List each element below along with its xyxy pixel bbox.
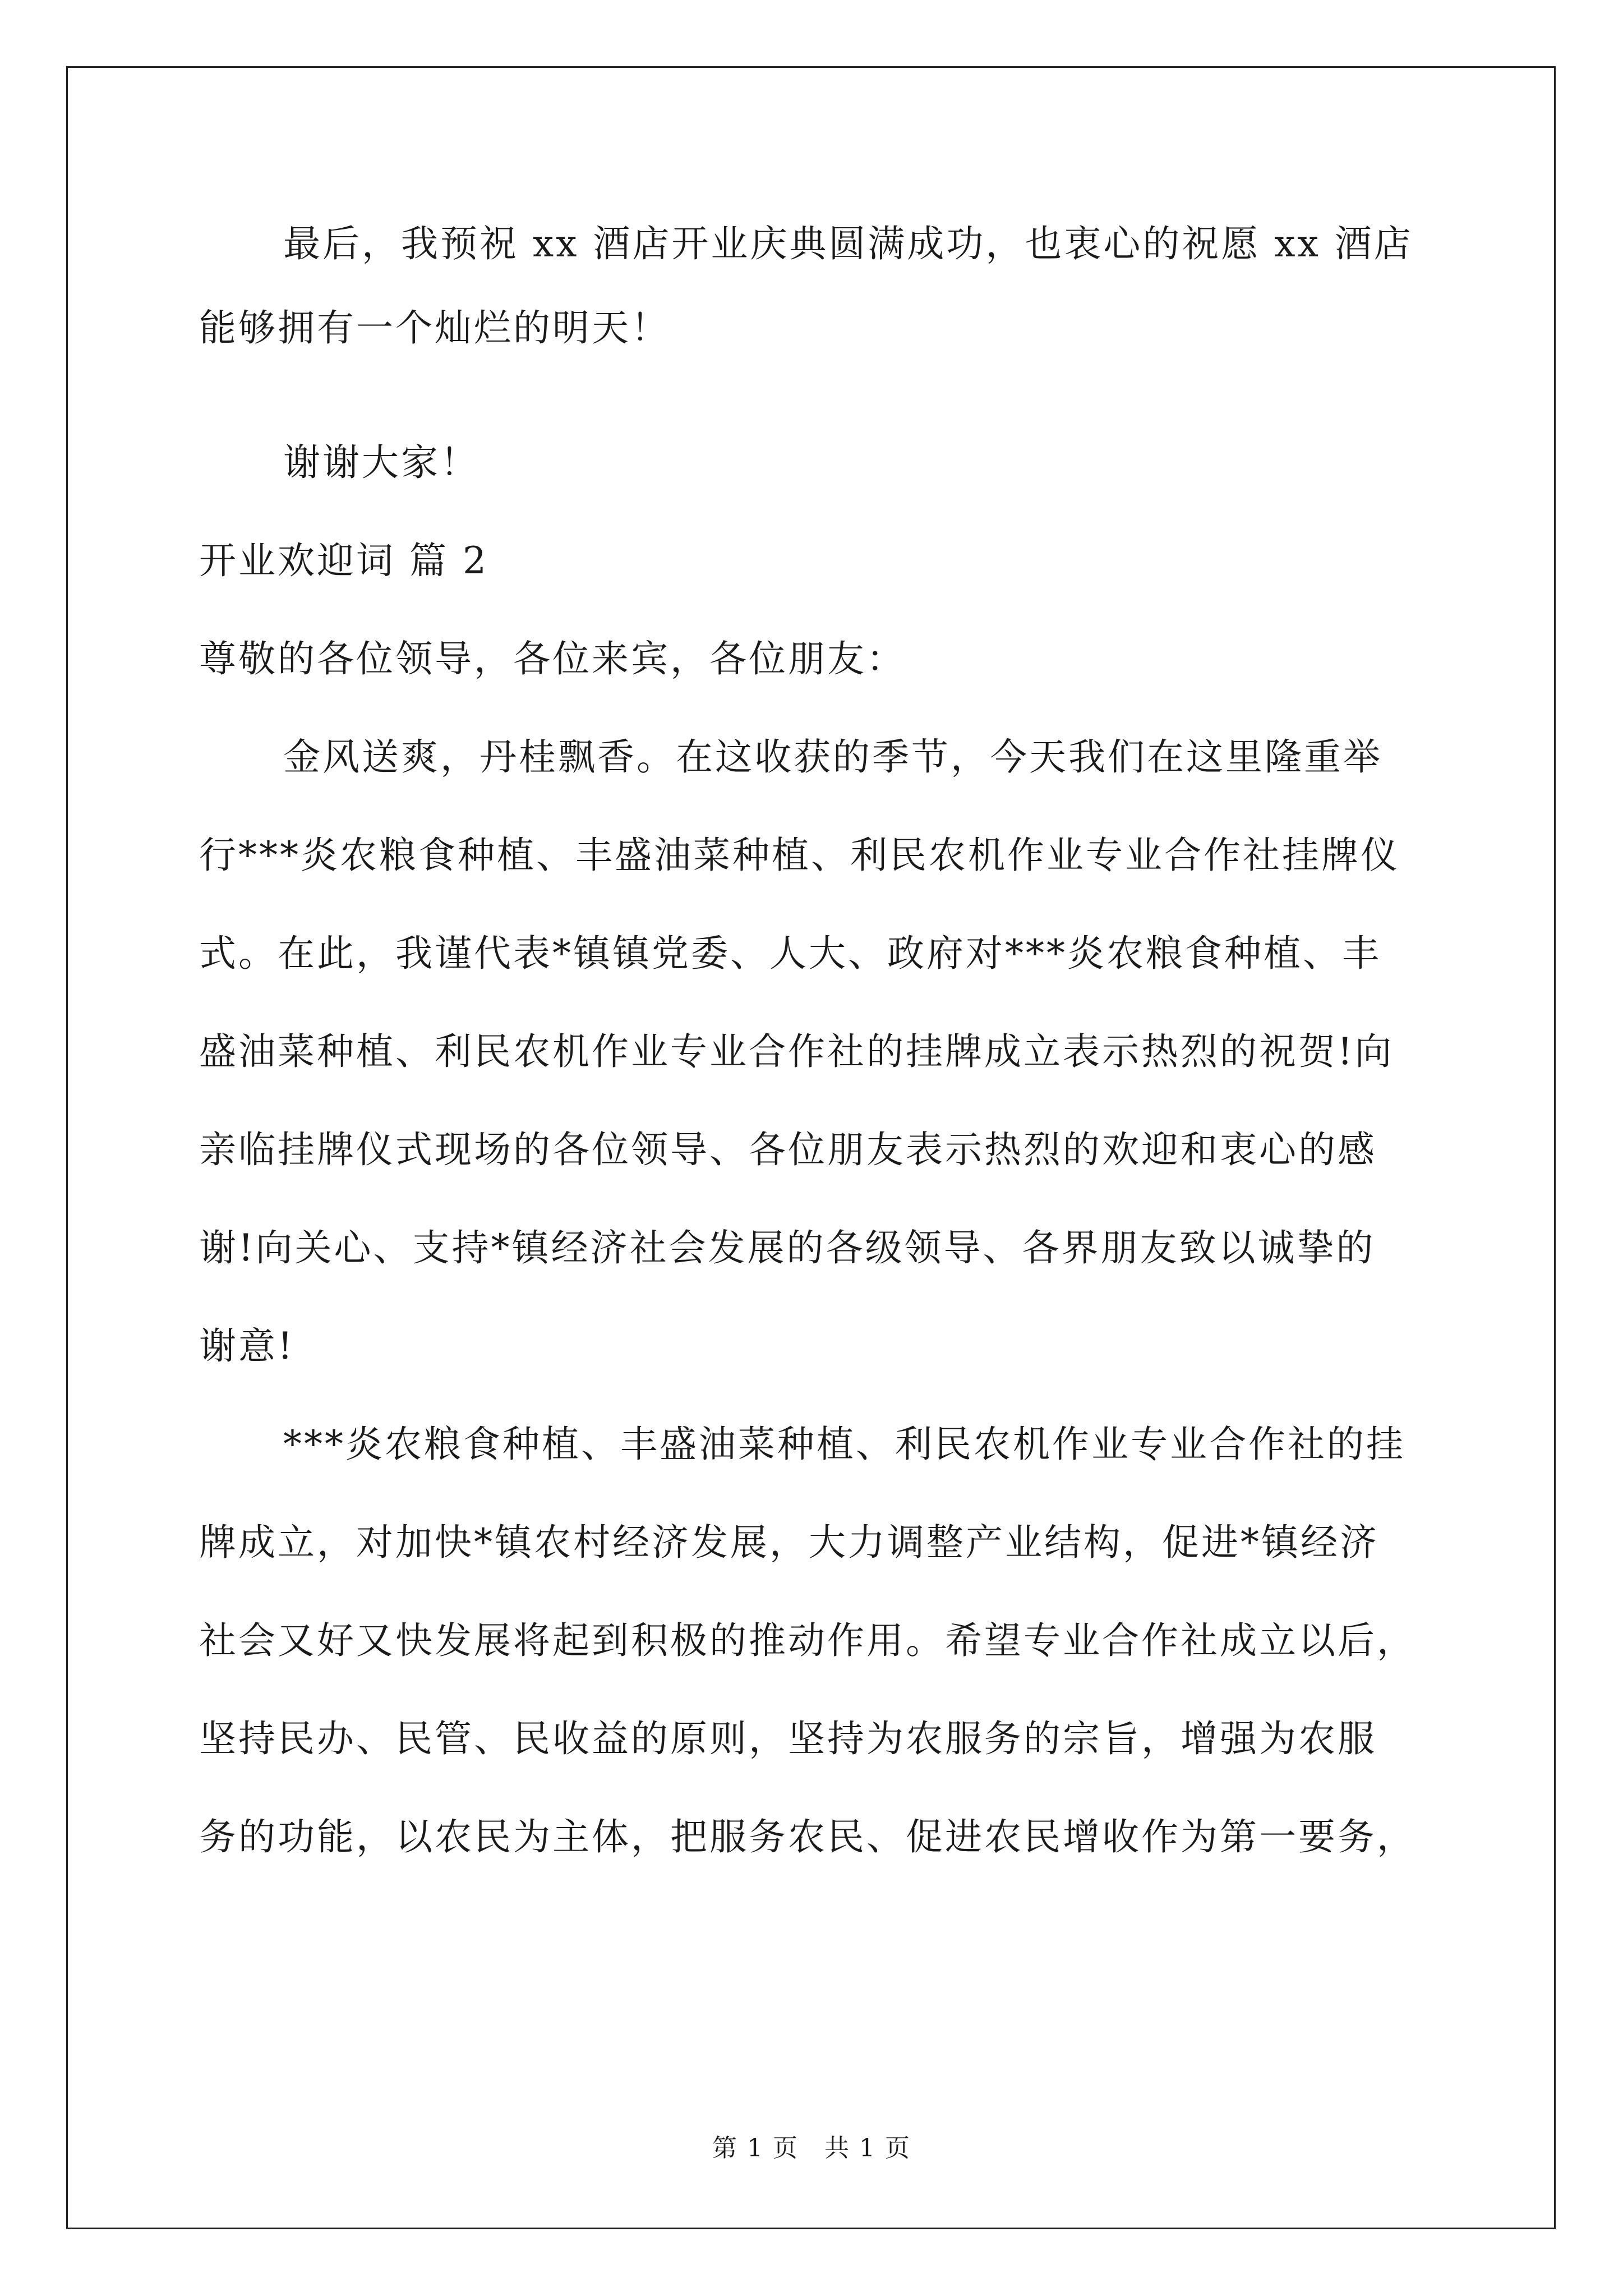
paragraph-1-line-2: 能够拥有一个灿烂的明天！	[199, 306, 670, 349]
paragraph-4-line-1: ***炎农粮食种植、丰盛油菜种植、利民农机作业专业合作社的挂	[283, 1423, 1405, 1466]
paragraph-3-line-7: 谢意!	[199, 1324, 295, 1368]
paragraph-3-line-2: 行***炎农粮食种植、丰盛油菜种植、利民农机作业专业合作社挂牌仪	[199, 834, 1400, 877]
paragraph-3-line-3: 式。在此，我谨代表*镇镇党委、人大、政府对***炎农粮食种植、丰	[199, 932, 1381, 975]
paragraph-4-line-4: 坚持民办、民管、民收益的原则，坚持为农服务的宗旨，增强为农服	[199, 1717, 1377, 1760]
paragraph-3-line-5: 亲临挂牌仪式现场的各位领导、各位朋友表示热烈的欢迎和衷心的感	[199, 1128, 1377, 1171]
page-number-footer: 第 1 页 共 1 页	[712, 2134, 911, 2162]
paragraph-4-line-3: 社会又好又快发展将起到积极的推动作用。希望专业合作社成立以后，	[199, 1619, 1416, 1662]
section-heading: 开业欢迎词 篇 2	[199, 539, 488, 582]
paragraph-4-line-2: 牌成立，对加快*镇农村经济发展，大力调整产业结构，促进*镇经济	[199, 1521, 1379, 1564]
paragraph-1-line-1: 最后，我预祝 xx 酒店开业庆典圆满成功，也衷心的祝愿 xx 酒店	[283, 222, 1413, 265]
paragraph-3-line-6: 谢!向关心、支持*镇经济社会发展的各级领导、各界朋友致以诚挚的	[199, 1226, 1376, 1269]
paragraph-3-line-4: 盛油菜种植、利民农机作业专业合作社的挂牌成立表示热烈的祝贺!向	[199, 1030, 1394, 1073]
paragraph-2: 谢谢大家！	[283, 441, 479, 484]
paragraph-4-line-5: 务的功能，以农民为主体，把服务农民、促进农民增收作为第一要务，	[199, 1815, 1416, 1858]
salutation: 尊敬的各位领导，各位来宾，各位朋友：	[199, 637, 906, 680]
paragraph-3-line-1: 金风送爽，丹桂飘香。在这收获的季节，今天我们在这里隆重举	[283, 735, 1382, 779]
